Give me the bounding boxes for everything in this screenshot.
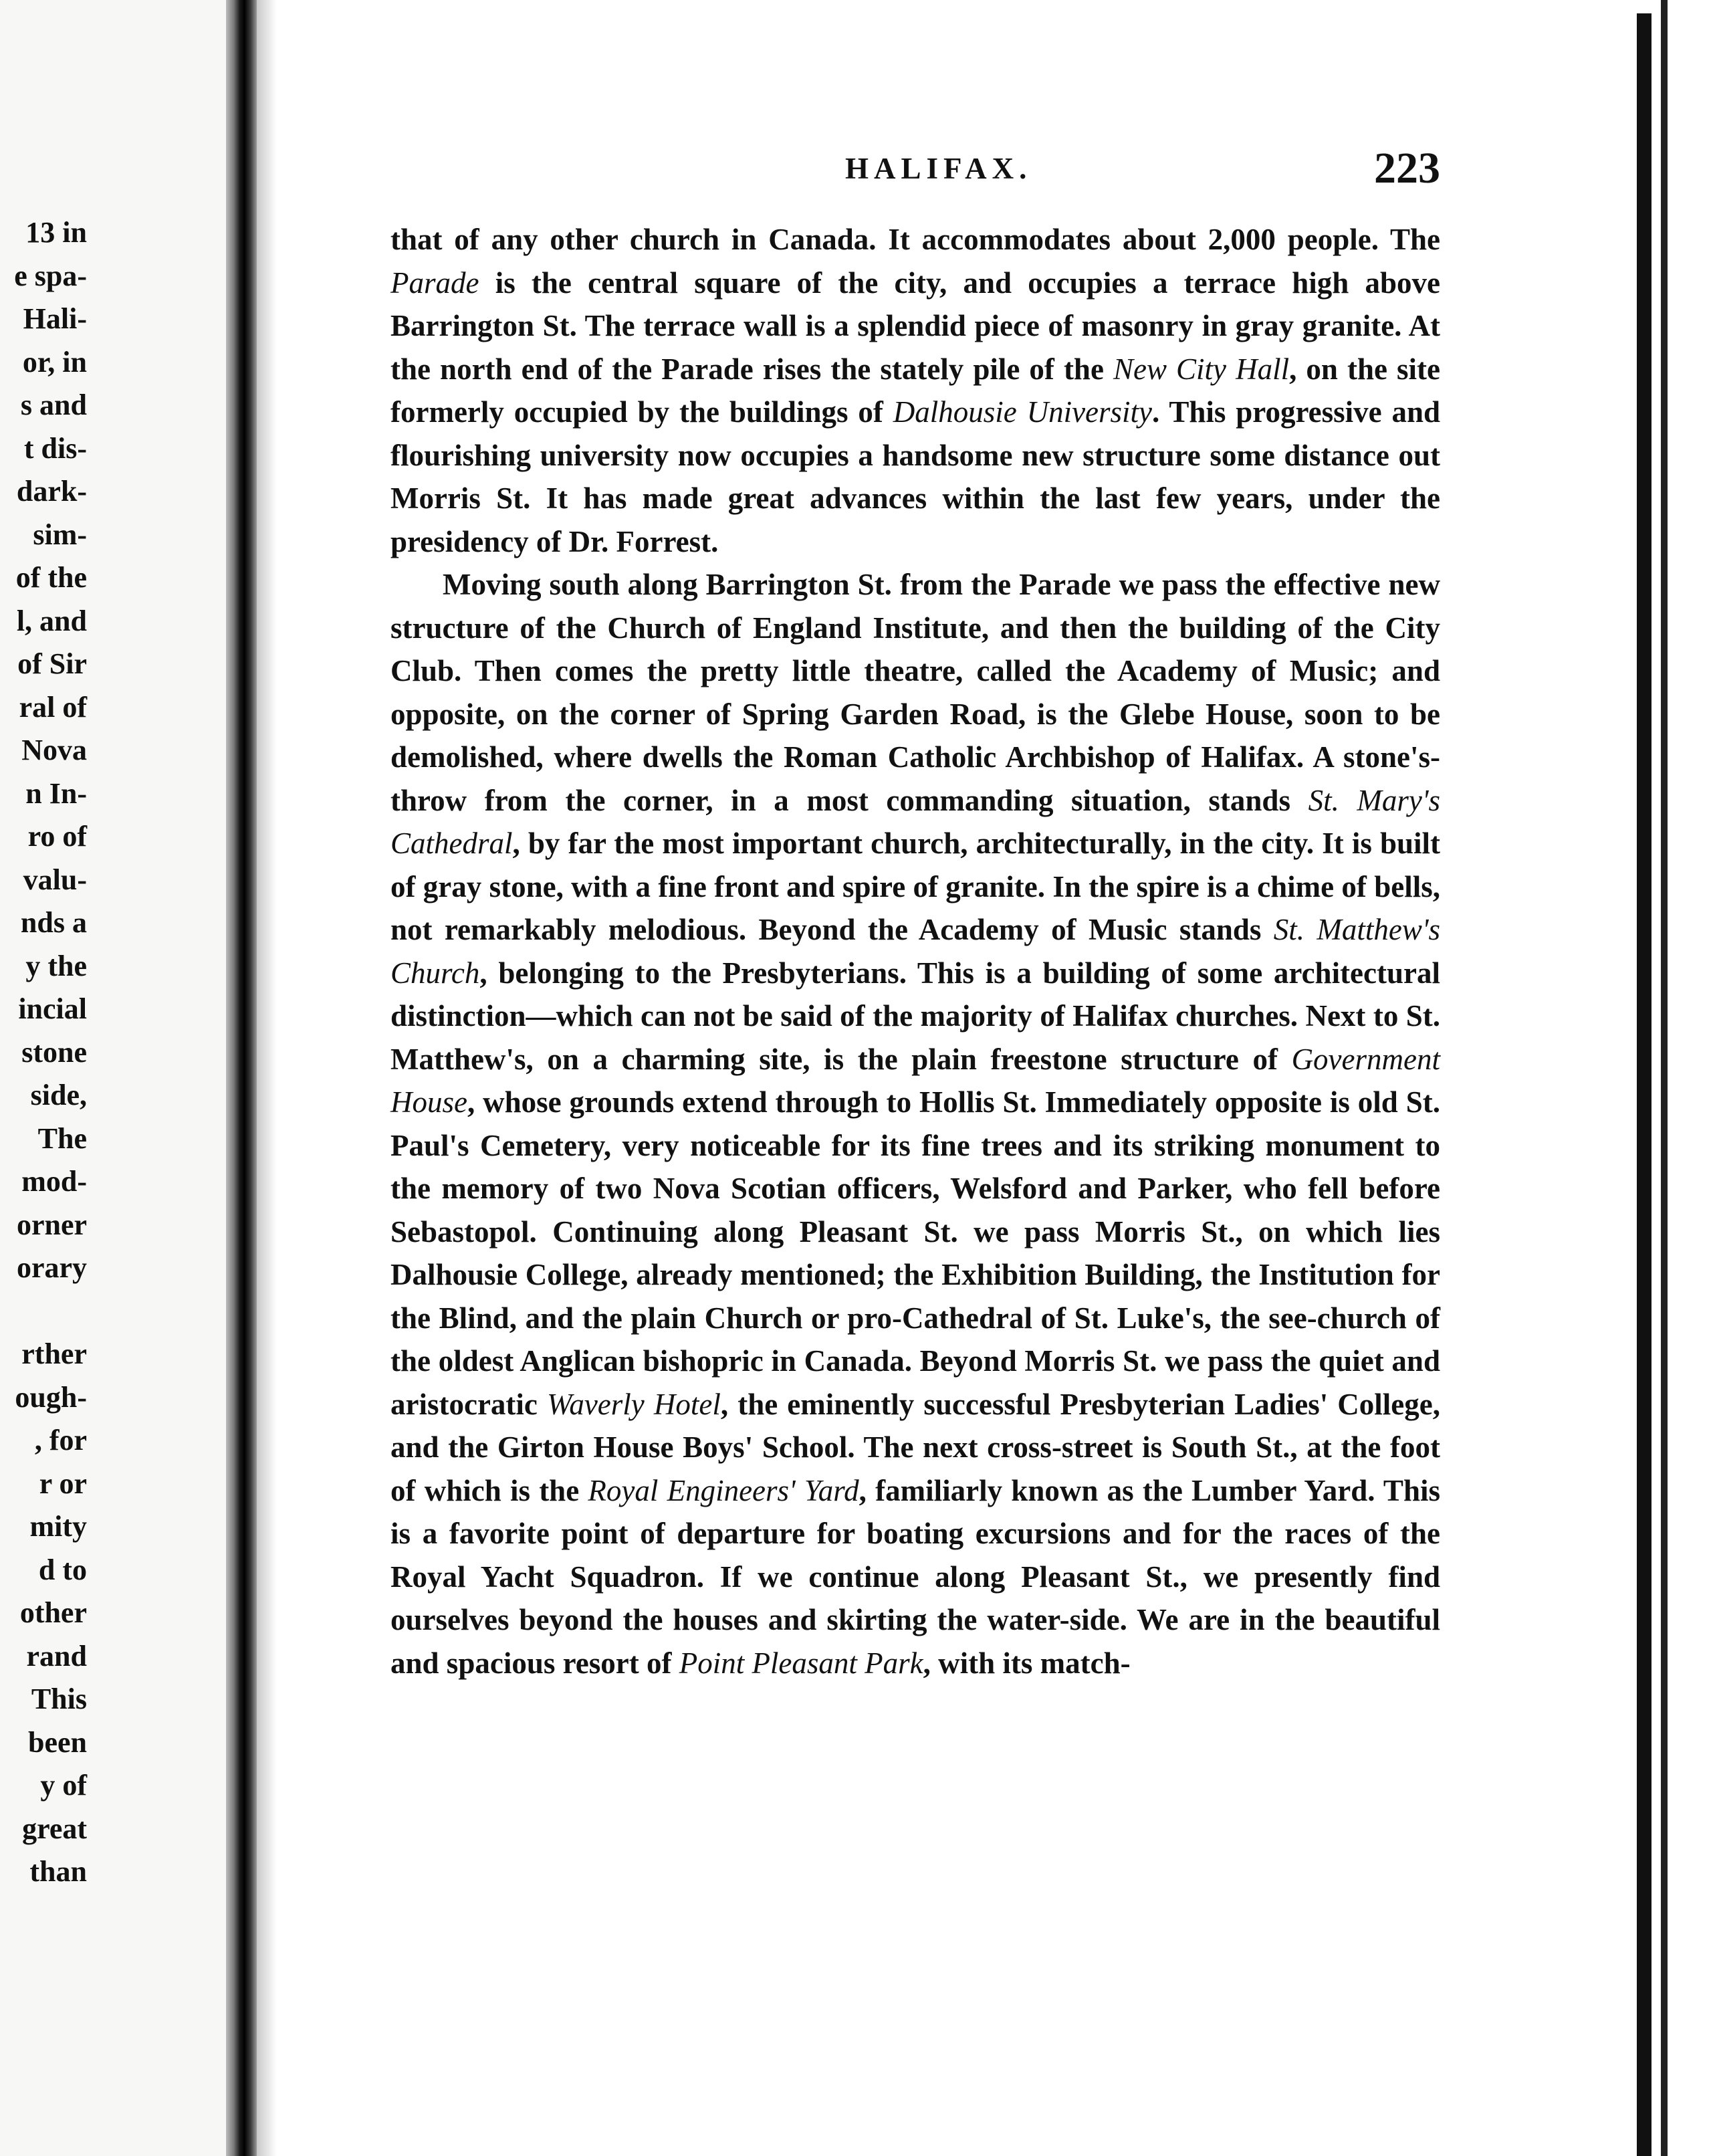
facing-page-line: e spa- bbox=[14, 259, 87, 292]
running-head bbox=[277, 144, 1440, 202]
facing-page-line: ro of bbox=[27, 820, 87, 853]
facing-page-line: Hali- bbox=[23, 302, 87, 335]
text-run: , by far the most important church, architecturally, in the city. It is built of gray stone, with a fine front and spire of granite. In the spire is a chime of bells, not remarkably melodious. Beyond the Academy of Music stands bbox=[390, 827, 1440, 946]
facing-page-line: ral of bbox=[19, 690, 87, 724]
text-run: , on the site formerly occupied by the buildings of bbox=[390, 352, 1440, 429]
facing-page-line: of the bbox=[15, 561, 87, 594]
facing-page-line: valu- bbox=[23, 863, 87, 896]
facing-page-line: Nova bbox=[21, 734, 87, 766]
facing-page-line: 13 in bbox=[25, 216, 87, 249]
text-run: . This progressive and flourishing university now occupies a handsome new structure some distance out Morris St. It has made great advances within the last few years, under the presidency of Dr. Forrest. bbox=[390, 395, 1440, 558]
text-run: is the central square of the city, and occupies a terrace high above Barrington St. The terrace wall is a splendid piece of masonry in gray granite. At the north end of the Parade rises the stately pile of the bbox=[390, 265, 1440, 386]
facing-page-line: incial bbox=[18, 992, 87, 1025]
facing-page-line: The bbox=[37, 1121, 87, 1155]
facing-page-line: mod- bbox=[21, 1165, 87, 1198]
italic-term: Government House bbox=[390, 1042, 1440, 1119]
facing-page-line: ough- bbox=[15, 1380, 87, 1414]
facing-page-line bbox=[0, 1290, 87, 1333]
book-gutter bbox=[226, 0, 257, 2156]
facing-page-line: side, bbox=[30, 1079, 87, 1111]
facing-page-line: , for bbox=[34, 1424, 87, 1457]
italic-term: Parade bbox=[390, 265, 479, 300]
facing-page-line: than bbox=[29, 1855, 87, 1888]
text-run: , with its match- bbox=[923, 1646, 1131, 1680]
facing-page-line: other bbox=[19, 1596, 87, 1629]
paragraph-1 bbox=[390, 218, 1440, 563]
binding-bar bbox=[1637, 13, 1651, 2156]
facing-page-line: y of bbox=[40, 1769, 87, 1802]
facing-page-fragment bbox=[0, 0, 226, 2156]
facing-page-line: d to bbox=[38, 1553, 87, 1586]
page-number: 223 bbox=[1374, 144, 1440, 193]
facing-page-line: y the bbox=[25, 949, 87, 982]
facing-page-line: s and bbox=[20, 389, 87, 421]
facing-page-line: rand bbox=[26, 1639, 87, 1673]
facing-page-line: nds a bbox=[20, 906, 87, 939]
facing-page-line: great bbox=[22, 1812, 87, 1845]
facing-page-line: of Sir bbox=[17, 647, 87, 680]
facing-page-line: r or bbox=[39, 1467, 87, 1500]
facing-page-line: dark- bbox=[16, 475, 87, 508]
italic-term: Point Pleasant Park bbox=[679, 1646, 923, 1680]
binding-bar bbox=[1661, 0, 1668, 2156]
facing-page-line: mity bbox=[29, 1510, 87, 1543]
facing-page-line: This bbox=[31, 1683, 87, 1715]
gutter-shadow bbox=[257, 0, 277, 2156]
facing-page-line: orary bbox=[16, 1251, 87, 1284]
paragraph-2 bbox=[390, 563, 1440, 1685]
text-run: , the eminently successful Presbyterian Ladies' College, and the Girton House Boys' School. The next cross-street is South St., at the foot of which is the bbox=[390, 1387, 1441, 1507]
facing-page-text bbox=[0, 211, 87, 1894]
italic-term: Dalhousie University bbox=[893, 395, 1153, 429]
text-run: Moving south along Barrington St. from the Parade we pass the effective new structure of the Church of England Institute, and then the building of the City Club. Then comes the pretty little theatre, called the Academy of Music; and opposite, on the corner of Spring Garden Road, is the Glebe House, soon to be demolished, where dwells the Roman Catholic Archbishop of Halifax. A stone's-throw from the corner, in a most commanding situation, stands bbox=[390, 568, 1440, 817]
italic-term: New City Hall bbox=[1113, 352, 1290, 386]
running-title: HALIFAX. bbox=[845, 152, 1032, 185]
italic-term: St. Matthew's Church bbox=[390, 913, 1440, 990]
text-run: , whose grounds extend through to Hollis St. Immediately opposite is old St. Paul's Cemetery, very noticeable for its fine trees and its striking monument to the memory of two Nova Scotian officers, Welsford and Parker, who fell before Sebastopol. Continuing along Pleasant St. we pass Morris St., on which lies Dalhousie College, already mentioned; the Exhibition Building, the Institution for the Blind, and the plain Church or pro-Cathedral of St. Luke's, the see-church of the oldest Anglican bishopric in Canada. Beyond Morris St. we pass the quiet and aristocratic bbox=[390, 1085, 1440, 1421]
italic-term: St. Mary's Cathedral bbox=[390, 783, 1441, 860]
facing-page-line: n In- bbox=[25, 776, 87, 810]
text-run: , belonging to the Presbyterians. This is a building of some architectural distinction—which can not be said of the majority of Halifax churches. Next to St. Matthew's, on a charming site, is the plain freestone structure of bbox=[390, 956, 1440, 1076]
facing-page-line: been bbox=[28, 1725, 87, 1759]
facing-page-line: l, and bbox=[16, 604, 87, 637]
body-text bbox=[390, 218, 1440, 1685]
text-run: that of any other church in Canada. It accommodates about 2,000 people. The bbox=[390, 223, 1440, 256]
text-run: , familiarly known as the Lumber Yard. This is a favorite point of departure for boating excursions and for the races of the Royal Yacht Squadron. If we continue along Pleasant St., we presently find ourselves beyond the houses and skirting the water-side. We are in the beautiful and spacious resort of bbox=[390, 1473, 1440, 1680]
book-edge bbox=[1631, 0, 1709, 2156]
facing-page-line: or, in bbox=[22, 345, 87, 379]
italic-term: Waverly Hotel bbox=[546, 1387, 721, 1421]
facing-page-line: sim- bbox=[33, 518, 87, 551]
facing-page-line: stone bbox=[21, 1035, 87, 1069]
facing-page-line: rther bbox=[21, 1337, 87, 1370]
facing-page-line: t dis- bbox=[23, 431, 87, 465]
facing-page-line: orner bbox=[16, 1208, 87, 1241]
book-page bbox=[277, 0, 1631, 2156]
italic-term: Royal Engineers' Yard bbox=[588, 1473, 859, 1507]
